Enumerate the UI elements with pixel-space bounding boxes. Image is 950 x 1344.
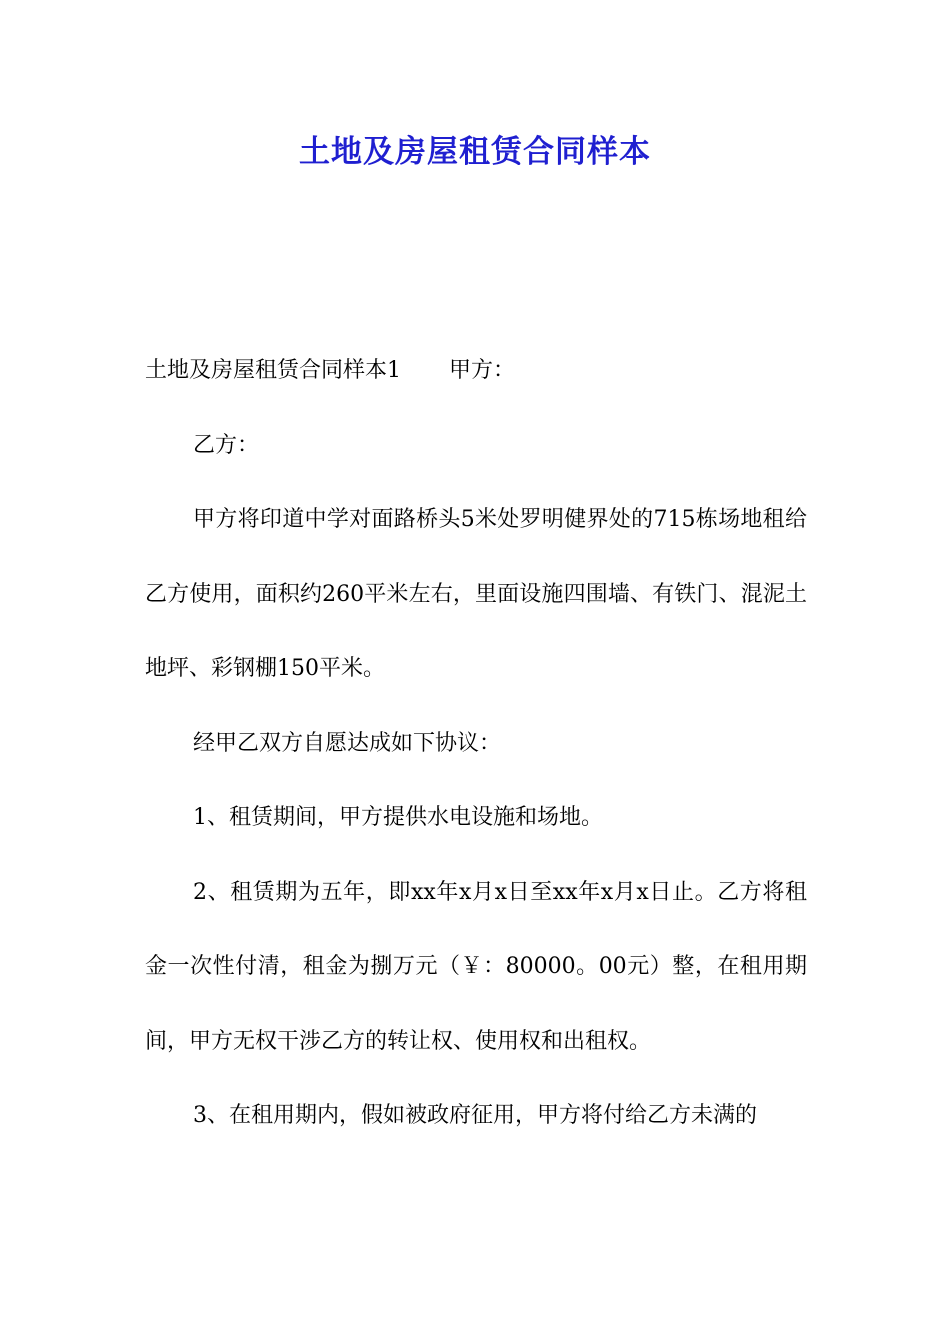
document-title: 土地及房屋租赁合同样本 bbox=[299, 134, 651, 170]
contract-heading: 土地及房屋租赁合同样本1 bbox=[145, 358, 401, 383]
paragraph-location: 甲方将印道中学对面路桥头5米处罗明健界处的715栋场地租给乙方使用，面积约260平米左右，里面设施四围墙、有铁门、混泥土地坪、彩钢棚150平米。 bbox=[145, 507, 807, 681]
party-b-label: 乙方： bbox=[193, 432, 260, 458]
clause-1: 1、租赁期间，甲方提供水电设施和场地。 bbox=[193, 805, 603, 830]
document-body bbox=[145, 334, 807, 1154]
clause-3: 3、在租用期内，假如被政府征用，甲方将付给乙方未满的 bbox=[193, 1103, 757, 1128]
paragraph-agreement: 经甲乙双方自愿达成如下协议： bbox=[193, 730, 502, 756]
clause-2: 2、租赁期为五年，即xx年x月x日至xx年x月x日止。乙方将租金一次性付清，租金为捌万元（￥：80000。00元）整，在租用期间，甲方无权干涉乙方的转让权、使用权和出租权。 bbox=[145, 879, 807, 1054]
heading-line bbox=[145, 334, 807, 409]
party-a-label: 甲方： bbox=[449, 358, 516, 383]
